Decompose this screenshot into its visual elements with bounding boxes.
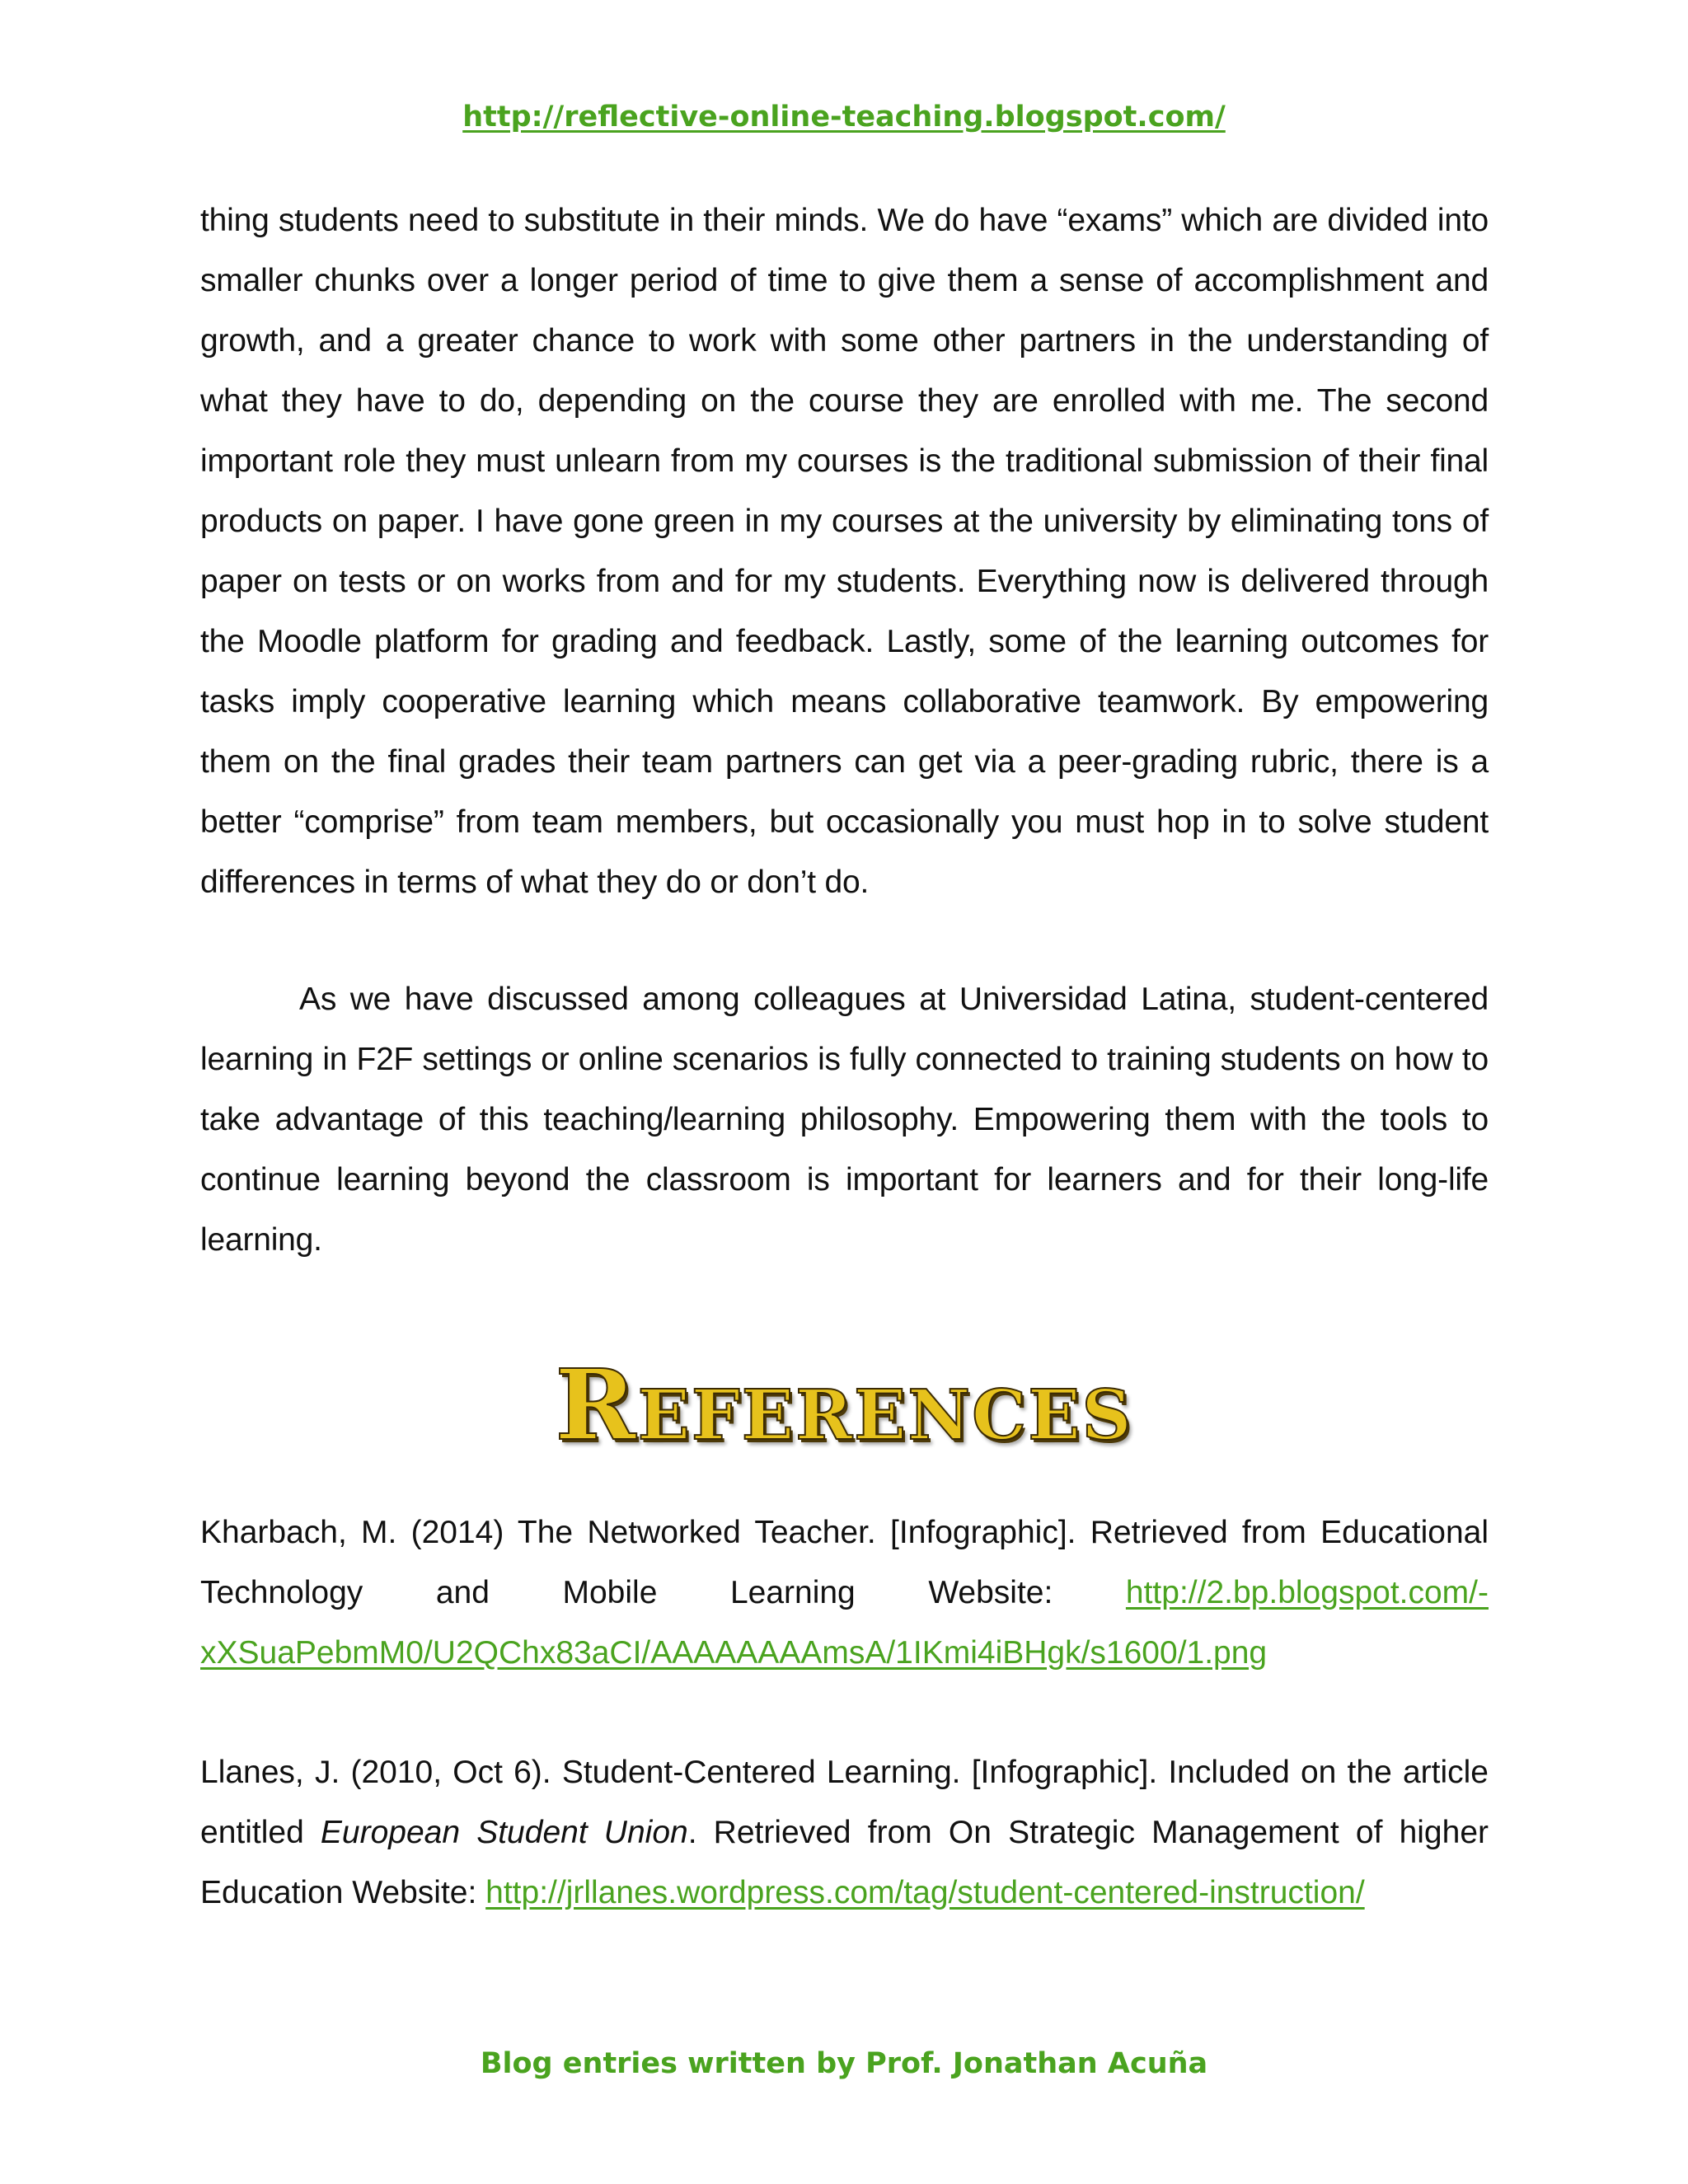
reference-item-1 bbox=[200, 1502, 1489, 1683]
header-blog-link[interactable]: http://reflective-online-teaching.blogspot.com/ bbox=[462, 101, 1226, 134]
reference-2-link[interactable]: http://jrllanes.wordpress.com/tag/student-centered-instruction/ bbox=[485, 1875, 1365, 1910]
footer-author-credit: Blog entries written by Prof. Jonathan Acuña bbox=[480, 2047, 1208, 2080]
reference-1-text: Kharbach, M. (2014) The Networked Teacher. [Infographic]. Retrieved from Educational Technology and Mobile Learning Website: bbox=[200, 1515, 1489, 1610]
reference-item-2 bbox=[200, 1742, 1489, 1923]
body-paragraph-1: thing students need to substitute in their minds. We do have “exams” which are divided into smaller chunks over a longer period of time to give them a sense of accomplishment and growth, and a greater chance to work with some other partners in the understanding of what they have to do, depending on the course they are enrolled with me. The second important role they must unlearn from my courses is the traditional submission of their final products on paper. I have gone green in my courses at the university by eliminating tons of paper on tests or on works from and for my students. Everything now is delivered through the Moodle platform for grading and feedback. Lastly, some of the learning outcomes for tasks imply cooperative learning which means collaborative teamwork. By empowering them on the final grades their team partners can get via a peer-grading rubric, there is a better “comprise” from team members, but occasionally you must hop in to solve student differences in terms of what they do or don’t do. bbox=[200, 203, 1489, 900]
references-heading: References bbox=[555, 1347, 1133, 1462]
reference-2-text-after: . Retrieved from On Strategic Management of higher Education Website: bbox=[200, 1815, 1489, 1910]
reference-1-link[interactable]: http://2.bp.blogspot.com/-xXSuaPebmM0/U2QChx83aCI/AAAAAAAAmsA/1IKmi4iBHgk/s1600/1.png bbox=[200, 1575, 1489, 1671]
body-paragraph-2: As we have discussed among colleagues at Universidad Latina, student-centered learning in F2F settings or online scenarios is fully connected to training students on how to take advantage of this teaching/learning philosophy. Empowering them with the tools to continue learning beyond the classroom is important for learners and for their long-life learning. bbox=[200, 982, 1489, 1258]
reference-2-article-title: European Student Union bbox=[320, 1815, 688, 1850]
reference-2-text-before: Llanes, J. (2010, Oct 6). Student-Centered Learning. [Infographic]. Included on the article entitled bbox=[200, 1755, 1489, 1850]
